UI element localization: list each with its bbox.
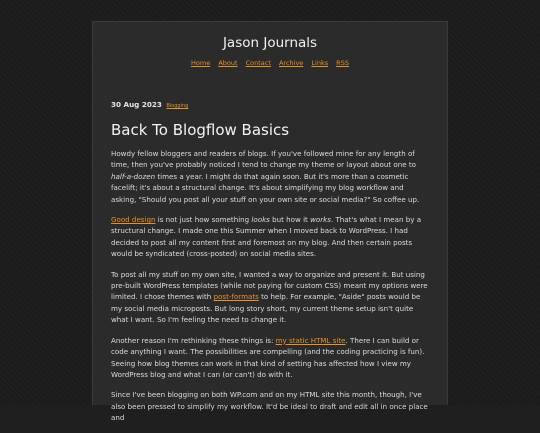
post-paragraph <box>111 335 431 381</box>
nav-rss-link[interactable]: RSS <box>336 59 349 67</box>
post-meta <box>111 100 188 111</box>
static-html-site-link[interactable]: my static HTML site <box>275 335 346 345</box>
text-run: is not just how something <box>155 215 252 225</box>
text-run: but how it <box>269 215 311 225</box>
text-run: Another reason I'm rethinking these things is: <box>111 335 276 345</box>
text-run: Howdy fellow bloggers and readers of blogs. If you've followed mine for any length of time, then you've probably noticed I tend to change my theme or layout about one to <box>111 149 416 170</box>
post-formats-link[interactable]: post-formats <box>213 292 259 302</box>
post-date: 30 Aug 2023 <box>111 100 162 109</box>
nav-contact-link[interactable]: Contact <box>245 59 271 67</box>
nav-archive-link[interactable]: Archive <box>278 59 304 67</box>
post-title: Back To Blogflow Basics <box>111 121 290 139</box>
text-emphasis: half-a-dozen <box>111 171 156 181</box>
post-paragraph <box>111 269 431 326</box>
content-column <box>92 21 448 423</box>
site-title[interactable]: Jason Journals <box>222 35 318 51</box>
text-run: times a year. I might do that again soon. But it's more than a cosmetic facelift; it's about a structural change. It's about simplifying my blog workflow and asking, "Should you post all your stuff on your own site or social media?" So coffee up. <box>111 171 420 204</box>
text-emphasis: looks <box>251 215 270 225</box>
nav-links-link[interactable]: Links <box>311 59 329 67</box>
main-nav <box>93 59 447 68</box>
text-run: Since I've been blogging on both WP.com and on my HTML site this month, though, I've also been pressed to simplify my workflow. It'd be ideal to draft and edit all in once place and <box>111 390 428 423</box>
text-run: to help. For example, "Aside" posts would be my social media microposts. But long story short, my current theme setup isn't quite what I want. So I'm feeling the need to change it. <box>111 292 421 325</box>
post-body <box>111 148 431 433</box>
post-paragraph <box>111 214 431 260</box>
post-paragraph <box>111 148 431 205</box>
nav-about-link[interactable]: About <box>218 59 238 67</box>
post-paragraph <box>111 389 431 423</box>
text-run: To post all my stuff on my own site, I wanted a way to organize and present it. But using pre-built WordPress templates (while not paying for custom CSS) meant my options were limited. I chose themes with <box>111 269 428 302</box>
post-category-link[interactable]: Blogging <box>166 103 189 109</box>
nav-home-link[interactable]: Home <box>191 59 211 67</box>
good-design-link[interactable]: Good design <box>111 215 156 225</box>
text-emphasis: works <box>310 215 331 225</box>
text-run: . There I can build or code anything I want. The possibilities are compelling (and the coding practicing is fun). Seeing how blog themes can work in that kind of setting has affected how I view my WordPress blog and what I can (or can't) do with it. <box>111 335 425 379</box>
text-run: . That's what I mean by a structural change. I made one this Summer when I moved back to WordPress. I had decided to post all my content first and foremost on my blog. And then certain posts would be syndicated (cross-posted) on social media sites. <box>111 215 422 259</box>
